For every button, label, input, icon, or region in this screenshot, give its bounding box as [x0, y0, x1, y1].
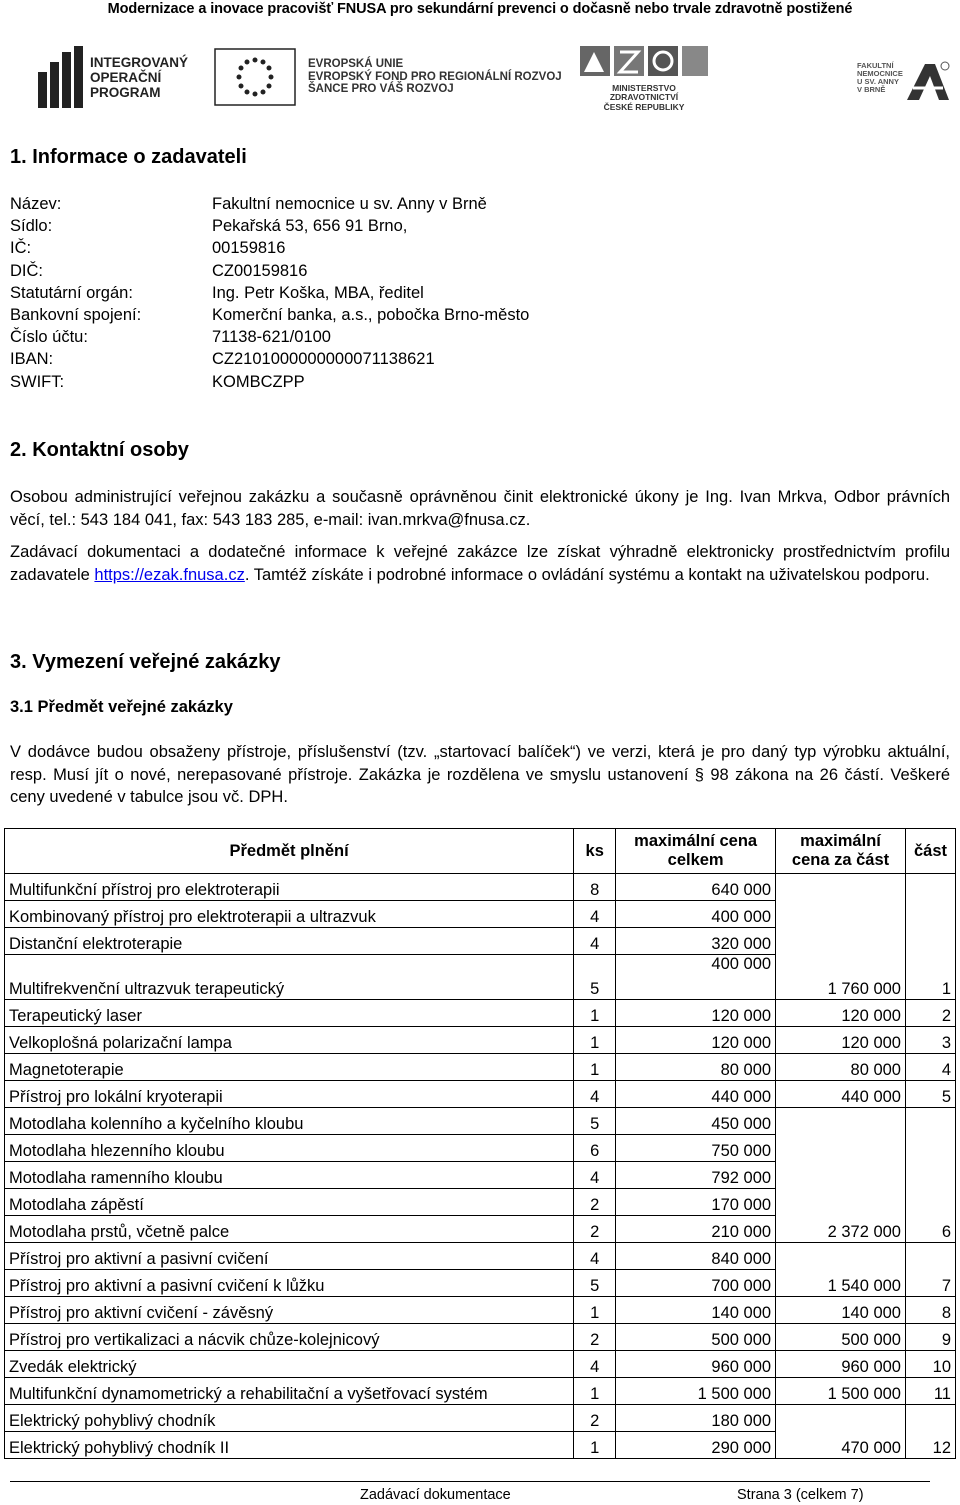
part-price-cell: 440 000	[776, 1081, 906, 1108]
item-total-cell: 320 000	[616, 928, 776, 955]
table-row	[5, 1108, 956, 1135]
part-price-cell	[776, 1189, 906, 1216]
profile-link[interactable]: https://ezak.fnusa.cz	[94, 565, 245, 584]
part-number-cell: 5	[905, 1081, 955, 1108]
col-header-item: Předmět plnění	[5, 829, 574, 874]
iop-mark-icon	[38, 46, 94, 108]
footer-document-name: Zadávací dokumentace	[360, 1487, 511, 1503]
part-number-cell: 12	[905, 1432, 955, 1459]
item-total-cell: 450 000	[616, 1108, 776, 1135]
part-price-cell	[776, 1405, 906, 1432]
part-number-cell	[905, 901, 955, 928]
part-price-cell	[776, 928, 906, 955]
eu-line-3: ŠANCE PRO VÁŠ ROZVOJ	[308, 83, 454, 96]
table-row	[5, 955, 956, 1000]
mz-logo	[578, 44, 718, 110]
part-price-cell: 1 760 000	[776, 955, 906, 1000]
part-price-cell: 2 372 000	[776, 1216, 906, 1243]
eu-line-1: EVROPSKÁ UNIE	[308, 58, 404, 70]
item-name-cell: Terapeutický laser	[5, 1000, 574, 1027]
mz-line-1: MINISTERSTVO ZDRAVOTNICTVÍ	[609, 83, 679, 103]
part-number-cell: 9	[905, 1324, 955, 1351]
table-row	[5, 1351, 956, 1378]
item-name-cell: Motodlaha kolenního a kyčelního kloubu	[5, 1108, 574, 1135]
mz-line-2: ČESKÉ REPUBLIKY	[603, 101, 685, 112]
item-ks-cell: 1	[574, 1000, 616, 1027]
mz-mark-icon	[580, 44, 710, 80]
item-ks-cell: 4	[574, 928, 616, 955]
table-row	[5, 1432, 956, 1459]
fnusa-mark-icon	[905, 60, 951, 102]
section3-heading: 3. Vymezení veřejné zakázky	[10, 651, 281, 673]
item-ks-cell: 4	[574, 1162, 616, 1189]
iop-line-3: PROGRAM	[90, 84, 161, 100]
item-ks-cell: 2	[574, 1324, 616, 1351]
part-number-cell: 8	[905, 1297, 955, 1324]
items-table	[4, 828, 956, 1459]
info-value: CZ00159816	[212, 261, 308, 280]
table-row	[5, 1270, 956, 1297]
item-name-cell: Magnetoterapie	[5, 1054, 574, 1081]
part-number-cell: 7	[905, 1270, 955, 1297]
part-price-cell: 500 000	[776, 1324, 906, 1351]
fnusa-line-3: U SV. ANNY	[857, 76, 899, 86]
table-row	[5, 1027, 956, 1054]
info-value: 00159816	[212, 239, 286, 258]
part-number-cell: 10	[905, 1351, 955, 1378]
part-price-cell	[776, 1243, 906, 1270]
item-ks-cell: 5	[574, 1270, 616, 1297]
item-total-cell: 80 000	[616, 1054, 776, 1081]
footer-divider	[10, 1481, 930, 1482]
documentation-text-end: . Tamtéž získáte i podrobné informace o ovládání systému a kontakt na uživatelskou podporu.	[244, 565, 930, 584]
table-row	[5, 1054, 956, 1081]
info-value: KOMBCZPP	[212, 372, 305, 391]
part-number-cell: 1	[905, 955, 955, 1000]
table-row	[5, 1405, 956, 1432]
item-total-cell: 210 000	[616, 1216, 776, 1243]
item-total-cell: 960 000	[616, 1351, 776, 1378]
item-ks-cell: 5	[574, 955, 616, 1000]
item-total-cell: 120 000	[616, 1000, 776, 1027]
part-number-cell: 3	[905, 1027, 955, 1054]
documentation-text-start: Zadávací dokumentaci a dodatečné informace k veřejné zakázce lze získat výhradně elektronicky prostřednictvím profilu zadavatele	[10, 543, 950, 584]
part-price-cell: 140 000	[776, 1297, 906, 1324]
item-name-cell: Kombinovaný přístroj pro elektroterapii a ultrazvuk	[5, 901, 574, 928]
table-row	[5, 1324, 956, 1351]
fnusa-line-2: NEMOCNICE	[857, 68, 903, 78]
table-header-row	[5, 829, 956, 874]
table-row	[5, 874, 956, 901]
item-total-cell: 700 000	[616, 1270, 776, 1297]
part-price-cell	[776, 901, 906, 928]
info-label: Sídlo:	[10, 217, 53, 236]
item-total-cell: 640 000	[616, 874, 776, 901]
item-total-cell: 400 000	[616, 901, 776, 928]
eu-flag-icon	[214, 48, 296, 106]
item-name-cell: Velkoplošná polarizační lampa	[5, 1027, 574, 1054]
part-price-cell: 470 000	[776, 1432, 906, 1459]
part-price-cell: 1 540 000	[776, 1270, 906, 1297]
info-label: DIČ:	[10, 261, 43, 280]
part-number-cell: 11	[905, 1378, 955, 1405]
item-ks-cell: 4	[574, 1351, 616, 1378]
table-row	[5, 901, 956, 928]
info-label: IBAN:	[10, 350, 54, 369]
item-total-cell: 120 000	[616, 1027, 776, 1054]
part-number-cell	[905, 928, 955, 955]
part-number-cell	[905, 1162, 955, 1189]
item-name-cell: Multifunkční dynamometrický a rehabilitační a vyšetřovací systém	[5, 1378, 574, 1405]
item-total-cell: 170 000	[616, 1189, 776, 1216]
page-header-title: Modernizace a inovace pracovišť FNUSA pro sekundární prevenci o dočasně nebo trvale zdravotně postižené	[107, 1, 853, 17]
part-price-cell	[776, 1108, 906, 1135]
part-price-cell: 120 000	[776, 1027, 906, 1054]
table-row	[5, 1243, 956, 1270]
item-name-cell: Přístroj pro aktivní a pasivní cvičení k lůžku	[5, 1270, 574, 1297]
item-ks-cell: 4	[574, 901, 616, 928]
info-label: Název:	[10, 195, 62, 213]
contact-paragraph: Osobou administrující veřejnou zakázku a současně oprávněnou činit elektronické úkony je Ing. Ivan Mrkva, Odbor právních věcí, tel.: 543 184 041, fax: 543 183 285, e-mail: ivan.mrkva@fnusa.cz.	[10, 488, 950, 529]
item-total-cell: 140 000	[616, 1297, 776, 1324]
section1-heading: 1. Informace o zadavateli	[10, 146, 247, 168]
item-total-cell: 750 000	[616, 1135, 776, 1162]
table-row	[5, 1135, 956, 1162]
table-row	[5, 928, 956, 955]
info-value: 71138-621/0100	[212, 328, 331, 347]
info-label: Statutární orgán:	[10, 283, 133, 302]
item-name-cell: Motodlaha hlezenního kloubu	[5, 1135, 574, 1162]
table-row	[5, 1162, 956, 1189]
footer-page-number: Strana 3 (celkem 7)	[737, 1487, 864, 1503]
eu-line-2: EVROPSKÝ FOND PRO REGIONÁLNÍ ROZVOJ	[308, 70, 562, 83]
item-name-cell: Přístroj pro vertikalizaci a nácvik chůze-kolejnicový	[5, 1324, 574, 1351]
item-ks-cell: 1	[574, 1027, 616, 1054]
table-row	[5, 1297, 956, 1324]
fnusa-logo	[857, 60, 952, 108]
info-label: SWIFT:	[10, 372, 65, 391]
item-ks-cell: 8	[574, 874, 616, 901]
fnusa-line-1: FAKULTNÍ	[857, 61, 894, 70]
item-ks-cell: 1	[574, 1054, 616, 1081]
info-value: Ing. Petr Koška, MBA, ředitel	[212, 283, 424, 302]
item-ks-cell: 1	[574, 1378, 616, 1405]
item-ks-cell: 4	[574, 1243, 616, 1270]
item-name-cell: Elektrický pohyblivý chodník	[5, 1405, 574, 1432]
part-number-cell	[905, 1189, 955, 1216]
part-price-cell	[776, 874, 906, 901]
col-header-part: část	[905, 829, 955, 874]
item-name-cell: Přístroj pro aktivní a pasivní cvičení	[5, 1243, 574, 1270]
iop-logo	[38, 46, 188, 110]
scope-paragraph: V dodávce budou obsaženy přístroje, příslušenství (tzv. „startovací balíček“) ve verzi, která je pro daný typ výrobku aktuální, resp. Musí jít o nové, nerepasované přístroje. Zakázka je rozdělena ve smyslu ustanovení § 98 zákona na 26 částí. Veškeré ceny uvedené v tabulce jsou vč. DPH.	[10, 743, 950, 806]
item-total-cell: 500 000	[616, 1324, 776, 1351]
item-total-cell: 840 000	[616, 1243, 776, 1270]
item-name-cell: Multifunkční přístroj pro elektroterapii	[5, 874, 574, 901]
item-ks-cell: 6	[574, 1135, 616, 1162]
info-value: CZ2101000000000071138621	[212, 350, 435, 369]
col-header-max-total: maximální cena celkem	[616, 829, 776, 874]
table-row	[5, 1189, 956, 1216]
item-total-cell: 290 000	[616, 1432, 776, 1459]
table-row	[5, 1000, 956, 1027]
item-ks-cell: 2	[574, 1405, 616, 1432]
part-number-cell	[905, 1108, 955, 1135]
item-ks-cell: 5	[574, 1108, 616, 1135]
iop-line-1: INTEGROVANÝ	[90, 55, 189, 70]
iop-line-2: OPERAČNÍ	[90, 69, 162, 85]
item-total-cell: 1 500 000	[616, 1378, 776, 1405]
logo-bar	[0, 38, 960, 118]
part-number-cell: 2	[905, 1000, 955, 1027]
part-number-cell: 4	[905, 1054, 955, 1081]
section2-heading: 2. Kontaktní osoby	[10, 439, 189, 461]
item-name-cell: Motodlaha zápěstí	[5, 1189, 574, 1216]
info-label: IČ:	[10, 239, 32, 258]
item-ks-cell: 2	[574, 1189, 616, 1216]
item-ks-cell: 1	[574, 1297, 616, 1324]
part-number-cell	[905, 1243, 955, 1270]
item-name-cell: Motodlaha ramenního kloubu	[5, 1162, 574, 1189]
part-number-cell	[905, 874, 955, 901]
part-number-cell	[905, 1135, 955, 1162]
item-name-cell: Motodlaha prstů, včetně palce	[5, 1216, 574, 1243]
table-row	[5, 1081, 956, 1108]
part-price-cell	[776, 1162, 906, 1189]
item-name-cell: Přístroj pro aktivní cvičení - závěsný	[5, 1297, 574, 1324]
col-header-ks: ks	[574, 829, 616, 874]
item-name-cell: Distanční elektroterapie	[5, 928, 574, 955]
info-value: Pekařská 53, 656 91 Brno,	[212, 217, 408, 236]
documentation-paragraph	[10, 541, 950, 586]
item-name-cell: Přístroj pro lokální kryoterapii	[5, 1081, 574, 1108]
part-price-cell: 1 500 000	[776, 1378, 906, 1405]
info-value: Komerční banka, a.s., pobočka Brno-město	[212, 305, 530, 324]
part-price-cell: 120 000	[776, 1000, 906, 1027]
part-price-cell	[776, 1135, 906, 1162]
item-ks-cell: 1	[574, 1432, 616, 1459]
part-price-cell: 960 000	[776, 1351, 906, 1378]
fnusa-line-4: V BRNĚ	[857, 84, 886, 94]
item-total-cell: 180 000	[616, 1405, 776, 1432]
info-label: Číslo účtu:	[10, 328, 88, 347]
item-ks-cell: 2	[574, 1216, 616, 1243]
item-total-cell: 792 000	[616, 1162, 776, 1189]
info-label: Bankovní spojení:	[10, 305, 142, 324]
item-ks-cell: 4	[574, 1081, 616, 1108]
info-value: Fakultní nemocnice u sv. Anny v Brně	[212, 195, 487, 213]
item-name-cell: Elektrický pohyblivý chodník II	[5, 1432, 574, 1459]
part-number-cell	[905, 1405, 955, 1432]
part-price-cell: 80 000	[776, 1054, 906, 1081]
item-name-cell: Zvedák elektrický	[5, 1351, 574, 1378]
item-total-cell: 400 000	[616, 955, 776, 1000]
col-header-max-part: maximální cena za část	[776, 829, 906, 874]
item-total-cell: 440 000	[616, 1081, 776, 1108]
eu-logo	[214, 48, 574, 110]
section3-subheading: 3.1 Předmět veřejné zakázky	[10, 698, 233, 716]
table-row	[5, 1216, 956, 1243]
part-number-cell: 6	[905, 1216, 955, 1243]
item-name-cell: Multifrekvenční ultrazvuk terapeutický	[5, 955, 574, 1000]
table-row	[5, 1378, 956, 1405]
